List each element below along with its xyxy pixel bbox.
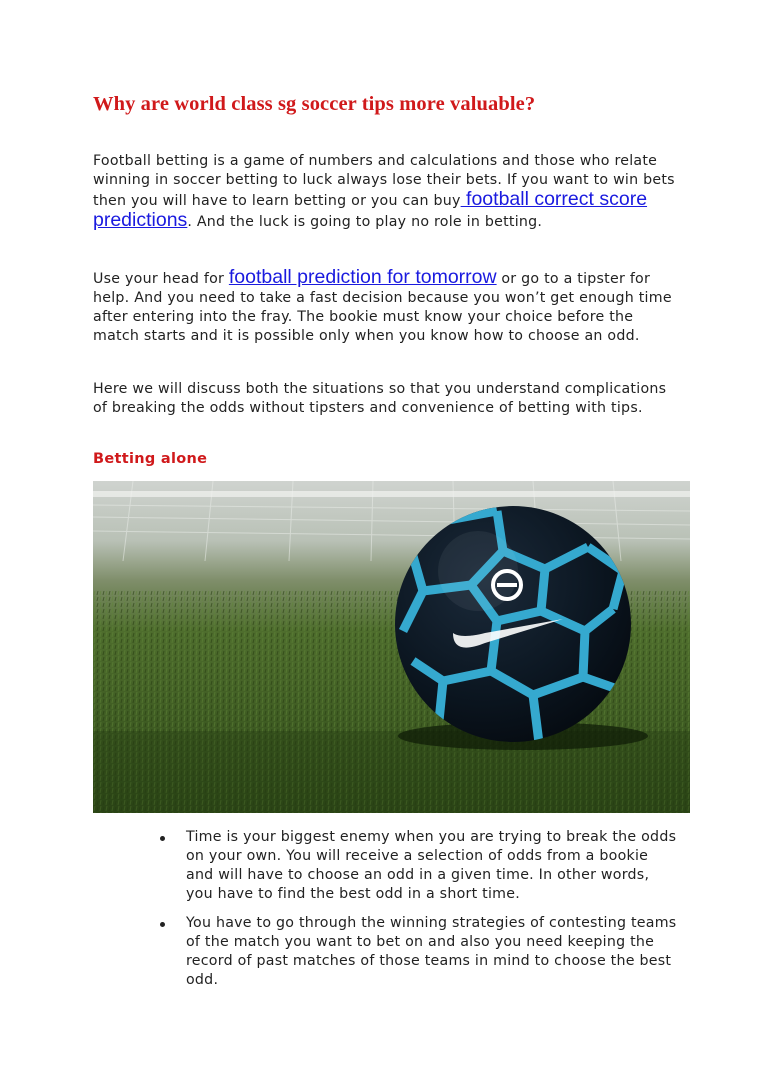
prediction-tomorrow-link[interactable]: football prediction for tomorrow bbox=[228, 266, 497, 288]
bullet-dot-icon bbox=[160, 836, 165, 841]
head-text-end: or go to a tipster for help. And you need to take a fast decision because you won’t get enough time after entering into the fray. The bookie must know your choice before the match starts and it is possible only when you know how to choose an odd. bbox=[93, 271, 672, 344]
bullet-dot-icon bbox=[160, 922, 165, 927]
soccer-ball-on-grass-photo bbox=[93, 481, 690, 813]
correct-score-predictions-link[interactable]: football correct score predictions bbox=[93, 188, 648, 231]
intro-text-end: . And the luck is going to play no role in betting. bbox=[187, 214, 543, 230]
section-heading-betting-alone: Betting alone bbox=[93, 451, 208, 467]
head-text-start: Use your head for bbox=[93, 271, 229, 287]
discussion-paragraph: Here we will discuss both the situations so that you understand complications of breaking the odds without tipsters and convenience of betting with tips. bbox=[93, 381, 667, 416]
intro-text-start: Football betting is a game of numbers and calculations and those who relate winning in soccer betting to luck always lose their bets. If you want to win bets then you will have to learn betting or you can buy bbox=[93, 153, 675, 209]
page-title: Why are world class sg soccer tips more valuable? bbox=[93, 93, 536, 115]
betting-alone-bullet-list bbox=[158, 828, 678, 990]
intro-paragraph bbox=[93, 152, 683, 232]
bullet-text: You have to go through the winning strategies of contesting teams of the match you want to bet on and also you need keeping the record of past matches of those teams in mind to choose the best odd. bbox=[186, 915, 677, 988]
list-item bbox=[158, 828, 678, 904]
bullet-text: Time is your biggest enemy when you are trying to break the odds on your own. You will receive a selection of odds from a bookie and will have to choose an odd in a given time. In other words, you have to find the best odd in a short time. bbox=[186, 829, 677, 902]
head-paragraph bbox=[93, 268, 683, 346]
list-item bbox=[158, 914, 678, 990]
